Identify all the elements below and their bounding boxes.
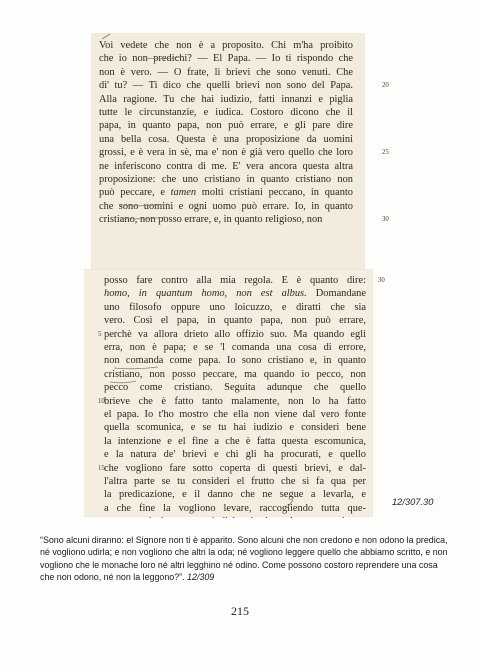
text-line: papa, in quanto papa, non può errare, e gli pare dire [99,120,353,132]
line-number: 30 [382,216,389,224]
text-line: e la natura de' brievi e chi gli ha procurati, e quello [104,449,366,461]
text-line: perchè va allora drieto allo offizio suo. Ma quando egli [104,328,366,340]
line-number: 15 [98,464,105,472]
text-line: ne inferiscono contra di me. E' vera ancora questa altra [99,160,353,172]
quote-reference: 12/309 [184,572,215,583]
text-line: erra, non è papa; e se 'l comanda una cosa di errore, [104,342,366,353]
text-line: posso fare contro alla mia regola. E è quanto dire: [104,275,366,286]
text-line: quella scomunica, e se tu hai iudizio e consideri bene [104,422,366,434]
text-line: cristiano, non posso errare, e, in quanto religioso, non [99,214,323,226]
text-line: che sono uomini e ogni uomo può errare. Io, in quanto [99,200,353,212]
text-line: a che fine la vogliono levare, raccogliendo tutta que- [104,502,366,514]
text-line: una bella cosa. Questa è una proposizione da uomini [99,133,353,145]
pen-underline-brieve [114,367,158,369]
text-line: el papa. Io t'ho mostro che ella non viene dal vero fonte [104,409,366,420]
text-line: l'altra parte se tu consideri el frutto che si fa qua per [104,476,366,487]
reference-code: 12/307.30 [392,497,434,507]
page-number: 215 [231,604,249,618]
line-number: 10 [98,397,105,405]
pen-underline-peccare [120,217,166,219]
text-line: tutte le circunstanzie, e iudica. Costoro dicono che il [99,107,353,118]
pen-underline-papa [110,381,136,383]
text-line: grossi, e è vera in sè, ma e' non è già vero quello che loro [99,147,353,159]
text-line: non comanda come papa. Io sono cristiano e, in quanto [104,355,366,367]
text-line: brieve che è fatto tanto malamente, non lo ha fatto [104,395,366,407]
line-number: 30 [378,277,385,284]
pen-markings [84,30,410,518]
line-number: 25 [382,149,389,157]
pen-slash-start [102,34,110,39]
text-line: vero. Così el papa, in quanto papa, non può errare, [104,315,366,327]
text-line: homo, in quantum homo, non est albus. Domandane [104,288,366,300]
text-line: la predicazione, e il danno che ne segue a levarla, e [104,489,366,501]
pen-underline-proposizione [120,204,168,206]
text-line: che io non predichi? — El Papa. — Io ti rispondo che [99,53,353,65]
scanned-excerpt [84,30,410,518]
line-number: 20 [382,82,389,90]
text-line: cristiano, non posso peccare, ma quando io pecco, non [104,368,366,380]
text-line: pecco come cristiano. Seguita adunque che quello [104,382,366,394]
text-line: uno filosofo oppure uno loicuzzo, e diratti che sia [104,301,366,313]
pen-slash-end [287,500,293,508]
line-number: 5 [98,330,102,338]
text-line: non è vero. — O frate, li brievi che sono venuti. Che [99,66,353,78]
text-line: di' tu? — Ti dico che quelli brievi non sono del Papa. [99,80,353,92]
pen-underline-predichi [146,57,180,59]
text-line: la intenzione e el fine a che è fatta questa escomunica, [104,435,366,447]
text-line: Alla ragione. Tu che hai iudizio, fatti innanzi e piglia [99,93,353,105]
text-line: che vogliono fare sotto coperta di questi brievi, e dal- [104,462,366,474]
text-line: Voi vedete che non è a proposito. Chi m'ha proibito [99,40,353,51]
text-line: può peccare, e tamen molti cristiani peccano, in quanto [99,187,353,199]
text-line: proposizione: che uno cristiano in quanto cristiano non [99,174,353,185]
quote-text: “Sono alcuni diranno: el Signore non ti è apparito. Sono alcuni che non credono e non odono la predica, né vogliono udirla; e non vogliono che altri la oda; né vogliono leggere quello che abbiamo scritto, e non vogliono che le monache loro né altri legghino né odino. Come possono costoro reprendere una cosa che non odono, né non la leggono?”. [40,534,448,583]
quote-paragraph [40,534,452,584]
